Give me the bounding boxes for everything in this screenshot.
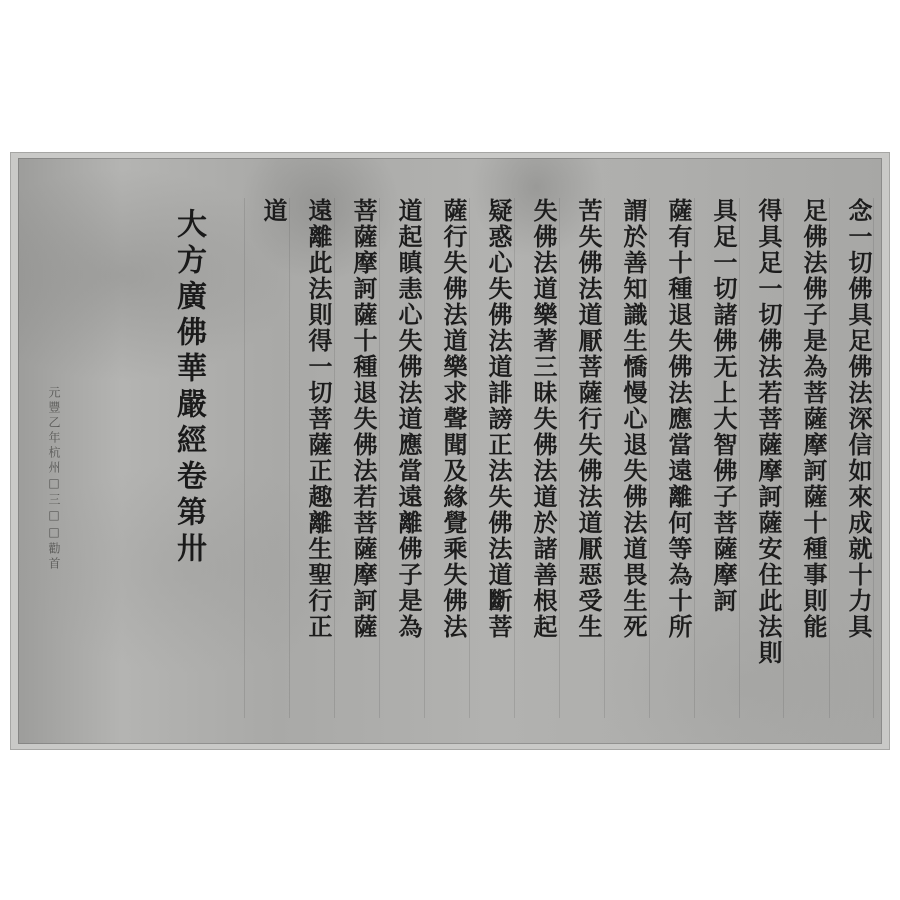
text-column: 道起瞋恚心失佛法道應當遠離佛子是為	[394, 198, 423, 640]
sutra-title: 大方廣佛華嚴經卷第卅	[171, 208, 206, 568]
text-column: 念一切佛具足佛法深信如來成就十力具	[844, 198, 873, 640]
text-column: 失佛法道樂著三昧失佛法道於諸善根起	[529, 198, 558, 640]
text-column: 道	[259, 198, 288, 224]
text-column: 薩有十種退失佛法應當遠離何等為十所	[664, 198, 693, 640]
text-column: 疑惑心失佛法道誹謗正法失佛法道斷菩	[484, 198, 513, 640]
text-column: 謂於善知識生憍慢心退失佛法道畏生死	[619, 198, 648, 640]
text-column: 苦失佛法道厭菩薩行失佛法道厭惡受生	[574, 198, 603, 640]
column-rule	[244, 198, 245, 718]
text-column: 遠離此法則得一切菩薩正趣離生聖行正	[304, 198, 333, 640]
text-column: 具足一切諸佛无上大智佛子菩薩摩訶	[709, 198, 738, 614]
text-column: 薩行失佛法道樂求聲聞及緣覺乘失佛法	[439, 198, 468, 640]
scroll-paper	[18, 158, 882, 744]
text-column: 菩薩摩訶薩十種退失佛法若菩薩摩訶薩	[349, 198, 378, 640]
text-column: 得具足一切佛法若菩薩摩訶薩安住此法則	[754, 198, 783, 666]
text-column: 足佛法佛子是為菩薩摩訶薩十種事則能	[799, 198, 828, 640]
column-rule	[289, 198, 290, 718]
colophon-inscription: 元豐乙年杭州□三□□勸首	[47, 386, 61, 572]
